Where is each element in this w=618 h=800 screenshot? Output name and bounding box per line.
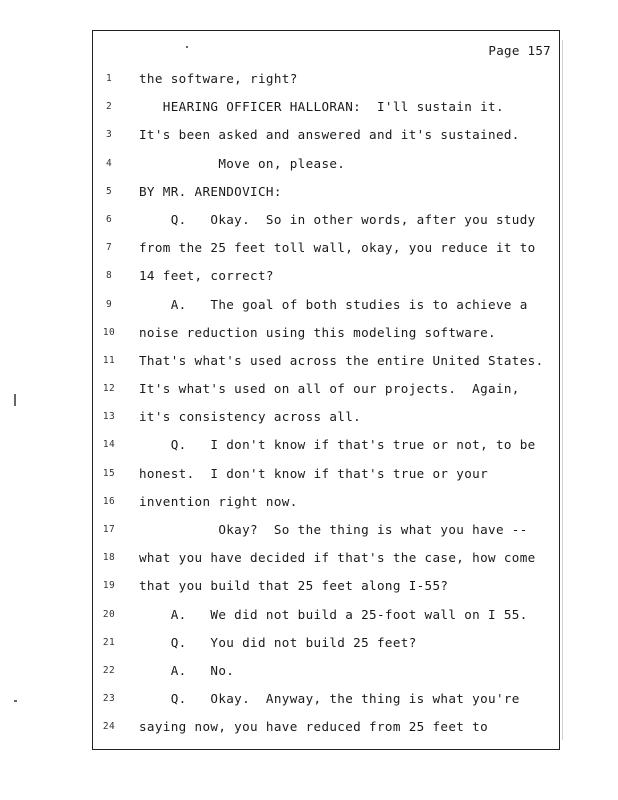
transcript-line — [93, 319, 559, 347]
line-text: Q. I don't know if that's true or not, to be — [139, 437, 536, 453]
transcript-line — [93, 488, 559, 516]
page-number: Page 157 — [488, 43, 551, 58]
line-text: the software, right? — [139, 71, 298, 86]
line-number: 6 — [105, 213, 113, 225]
line-number: 14 — [102, 439, 116, 451]
transcript-line — [93, 206, 559, 234]
line-text: A. We did not build a 25-foot wall on I 55. — [139, 606, 528, 622]
line-number: 23 — [102, 693, 116, 705]
line-text: invention right now. — [139, 493, 298, 509]
line-number: 2 — [105, 101, 113, 113]
line-number: 17 — [102, 524, 116, 535]
line-number: 13 — [102, 411, 116, 423]
transcript-line — [93, 403, 559, 431]
transcript-line — [93, 347, 559, 375]
line-number: 18 — [102, 552, 116, 564]
line-text: It's what's used on all of our projects. Again, — [139, 381, 520, 397]
scan-mark — [186, 46, 188, 48]
scan-mark — [14, 700, 17, 702]
line-text: honest. I don't know if that's true or your — [139, 465, 489, 481]
line-text: A. No. — [139, 662, 235, 678]
line-number: 15 — [102, 467, 116, 479]
transcript-line — [93, 460, 559, 488]
transcript-line — [93, 234, 559, 262]
line-text: Q. You did not build 25 feet? — [139, 634, 417, 650]
line-text: that you build that 25 feet along I-55? — [139, 578, 449, 594]
transcript-line — [93, 544, 559, 572]
line-number: 19 — [102, 580, 116, 592]
line-text: it's consistency across all. — [139, 409, 362, 425]
line-number: 16 — [102, 495, 116, 507]
transcript-line — [93, 65, 559, 93]
line-text: from the 25 feet toll wall, okay, you reduce it to — [139, 240, 536, 256]
line-number: 5 — [105, 185, 113, 197]
line-number: 8 — [105, 270, 113, 282]
line-text: saying now, you have reduced from 25 feet to — [139, 719, 489, 735]
line-text: Q. Okay. So in other words, after you study — [139, 211, 536, 227]
transcript-line — [93, 685, 559, 713]
line-text: noise reduction using this modeling software. — [139, 324, 496, 340]
line-text: HEARING OFFICER HALLORAN: I'll sustain it. — [139, 99, 504, 115]
line-number: 21 — [102, 636, 116, 648]
transcript-line — [93, 121, 559, 149]
line-text: That's what's used across the entire United States. — [139, 352, 544, 368]
line-number: 9 — [105, 298, 113, 310]
scan-mark — [14, 394, 16, 406]
transcript-lines — [93, 65, 559, 742]
transcript-line — [93, 150, 559, 178]
line-number: 11 — [102, 354, 116, 366]
line-text: A. The goal of both studies is to achieve a — [139, 296, 528, 312]
transcript-line — [93, 657, 559, 685]
line-number: 7 — [105, 242, 113, 254]
transcript-line — [93, 262, 559, 290]
transcript-line — [93, 93, 559, 121]
line-number: 1 — [105, 73, 113, 84]
transcript-line — [93, 291, 559, 319]
line-number: 10 — [102, 326, 116, 338]
line-text: Move on, please. — [139, 155, 346, 171]
line-text: 14 feet, correct? — [139, 268, 274, 284]
line-number: 12 — [102, 383, 116, 395]
transcript-line — [93, 572, 559, 600]
line-text: It's been asked and answered and it's sustained. — [139, 127, 520, 143]
line-number: 20 — [102, 608, 116, 620]
line-text: Okay? So the thing is what you have -- — [139, 522, 528, 537]
transcript-line — [93, 431, 559, 459]
transcript-line — [93, 375, 559, 403]
line-text: what you have decided if that's the case, how come — [139, 550, 536, 566]
line-text: Q. Okay. Anyway, the thing is what you're — [139, 691, 520, 707]
transcript-line — [93, 713, 559, 741]
transcript-line — [93, 178, 559, 206]
transcript-line — [93, 601, 559, 629]
line-number: 22 — [102, 664, 116, 676]
transcript-line — [93, 516, 559, 544]
transcript-page — [92, 30, 560, 750]
transcript-line — [93, 629, 559, 657]
line-number: 3 — [105, 129, 113, 141]
line-number: 4 — [105, 157, 113, 169]
scan-mark — [562, 40, 563, 740]
line-text: BY MR. ARENDOVICH: — [139, 183, 282, 199]
line-number: 24 — [102, 721, 116, 733]
